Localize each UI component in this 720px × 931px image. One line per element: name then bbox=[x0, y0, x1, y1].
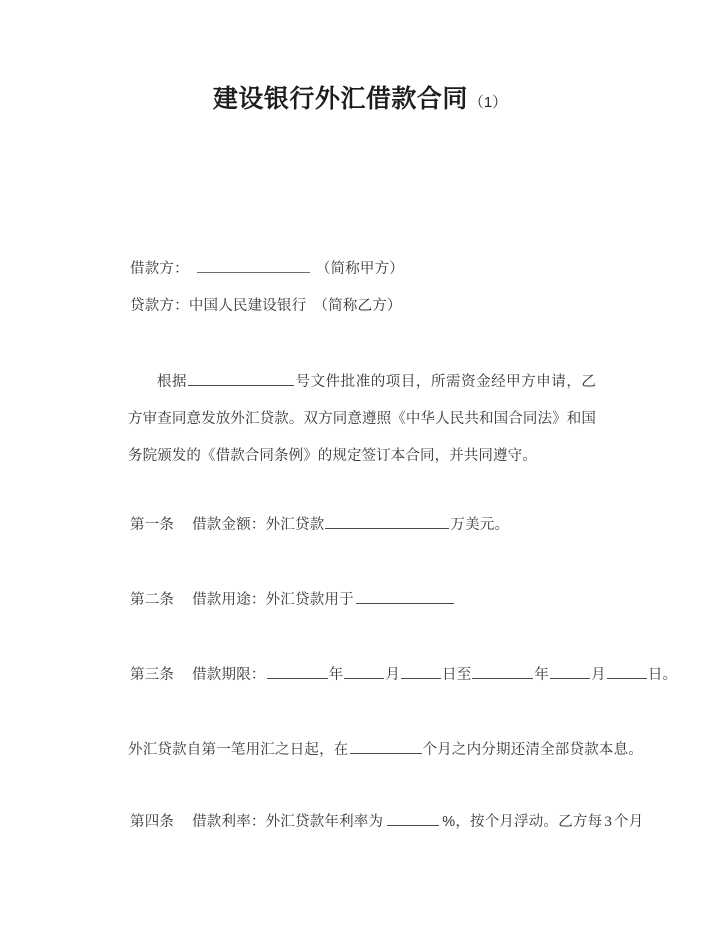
article-1-text-before: 外汇贷款 bbox=[265, 516, 325, 533]
article-4-line bbox=[130, 811, 643, 832]
start-year-blank[interactable] bbox=[267, 664, 328, 679]
document-title-suffix: （1） bbox=[468, 94, 508, 111]
article-3-number: 第三条 bbox=[130, 666, 175, 683]
start-month-blank[interactable] bbox=[344, 664, 384, 679]
start-day-blank[interactable] bbox=[401, 664, 441, 679]
article-1-heading: 借款金额： bbox=[192, 516, 266, 533]
loan-amount-blank[interactable] bbox=[325, 514, 449, 529]
repayment-text-after: 个月之内分期还清全部贷款本息。 bbox=[422, 741, 643, 758]
interest-rate-blank[interactable] bbox=[387, 811, 439, 826]
interest-rate-percent: % bbox=[442, 813, 456, 830]
article-4-number: 第四条 bbox=[130, 813, 175, 830]
article-1-number: 第一条 bbox=[130, 516, 175, 533]
start-day-unit: 日至 bbox=[442, 666, 472, 683]
document-number-blank[interactable] bbox=[188, 371, 294, 386]
rate-adjust-months: 3 bbox=[604, 813, 613, 830]
borrower-alias: （简称甲方） bbox=[315, 260, 405, 277]
article-4-text-before: 外汇贷款年利率为 bbox=[265, 813, 384, 830]
article-1-text-after: 万美元。 bbox=[450, 516, 510, 533]
article-4-heading: 借款利率： bbox=[192, 813, 266, 830]
end-month-unit: 月 bbox=[591, 666, 606, 683]
lender-line bbox=[130, 296, 402, 316]
borrower-name-blank[interactable] bbox=[197, 258, 310, 273]
repayment-text-before: 外汇贷款自第一笔用汇之日起，在 bbox=[128, 741, 349, 758]
end-day-blank[interactable] bbox=[607, 664, 647, 679]
article-3-heading: 借款期限： bbox=[192, 666, 266, 683]
preamble-segment-1: 根据 bbox=[157, 374, 188, 390]
article-2-heading: 借款用途： bbox=[192, 591, 266, 608]
lender-value: 中国人民建设银行 bbox=[188, 298, 307, 314]
preamble-paragraph bbox=[128, 364, 596, 475]
lender-alias: （简称乙方） bbox=[313, 298, 402, 314]
article-2-line bbox=[130, 589, 456, 610]
end-year-blank[interactable] bbox=[472, 664, 533, 679]
article-1-line bbox=[130, 514, 509, 535]
article-4-text-after: 个月 bbox=[614, 813, 644, 830]
end-day-unit: 日。 bbox=[647, 666, 678, 683]
borrower-line bbox=[130, 258, 404, 279]
article-3-line bbox=[130, 664, 677, 685]
document-title-main: 建设银行外汇借款合同 bbox=[212, 85, 468, 113]
repayment-clause-line bbox=[128, 739, 643, 760]
repayment-months-blank[interactable] bbox=[350, 739, 422, 754]
start-month-unit: 月 bbox=[385, 666, 401, 683]
article-2-text-before: 外汇贷款用于 bbox=[265, 591, 354, 608]
loan-purpose-blank[interactable] bbox=[356, 589, 454, 604]
article-2-number: 第二条 bbox=[130, 591, 175, 608]
start-year-unit: 年 bbox=[328, 666, 344, 683]
lender-label: 贷款方： bbox=[130, 298, 189, 314]
document-title bbox=[0, 79, 720, 115]
end-year-unit: 年 bbox=[534, 666, 550, 683]
preamble-segment-2: 号文件批准的项目，所需资金经甲方申请，乙方审查同意发放外汇贷款。双方同意遵照《中华人民共和国合同法》和国务院颁发的《借款合同条例》的规定签订本合同，并共同遵守。 bbox=[128, 374, 596, 464]
article-4-text-middle: ，按个月浮动。乙方每 bbox=[455, 813, 603, 830]
borrower-label: 借款方： bbox=[130, 260, 189, 277]
end-month-blank[interactable] bbox=[550, 664, 590, 679]
